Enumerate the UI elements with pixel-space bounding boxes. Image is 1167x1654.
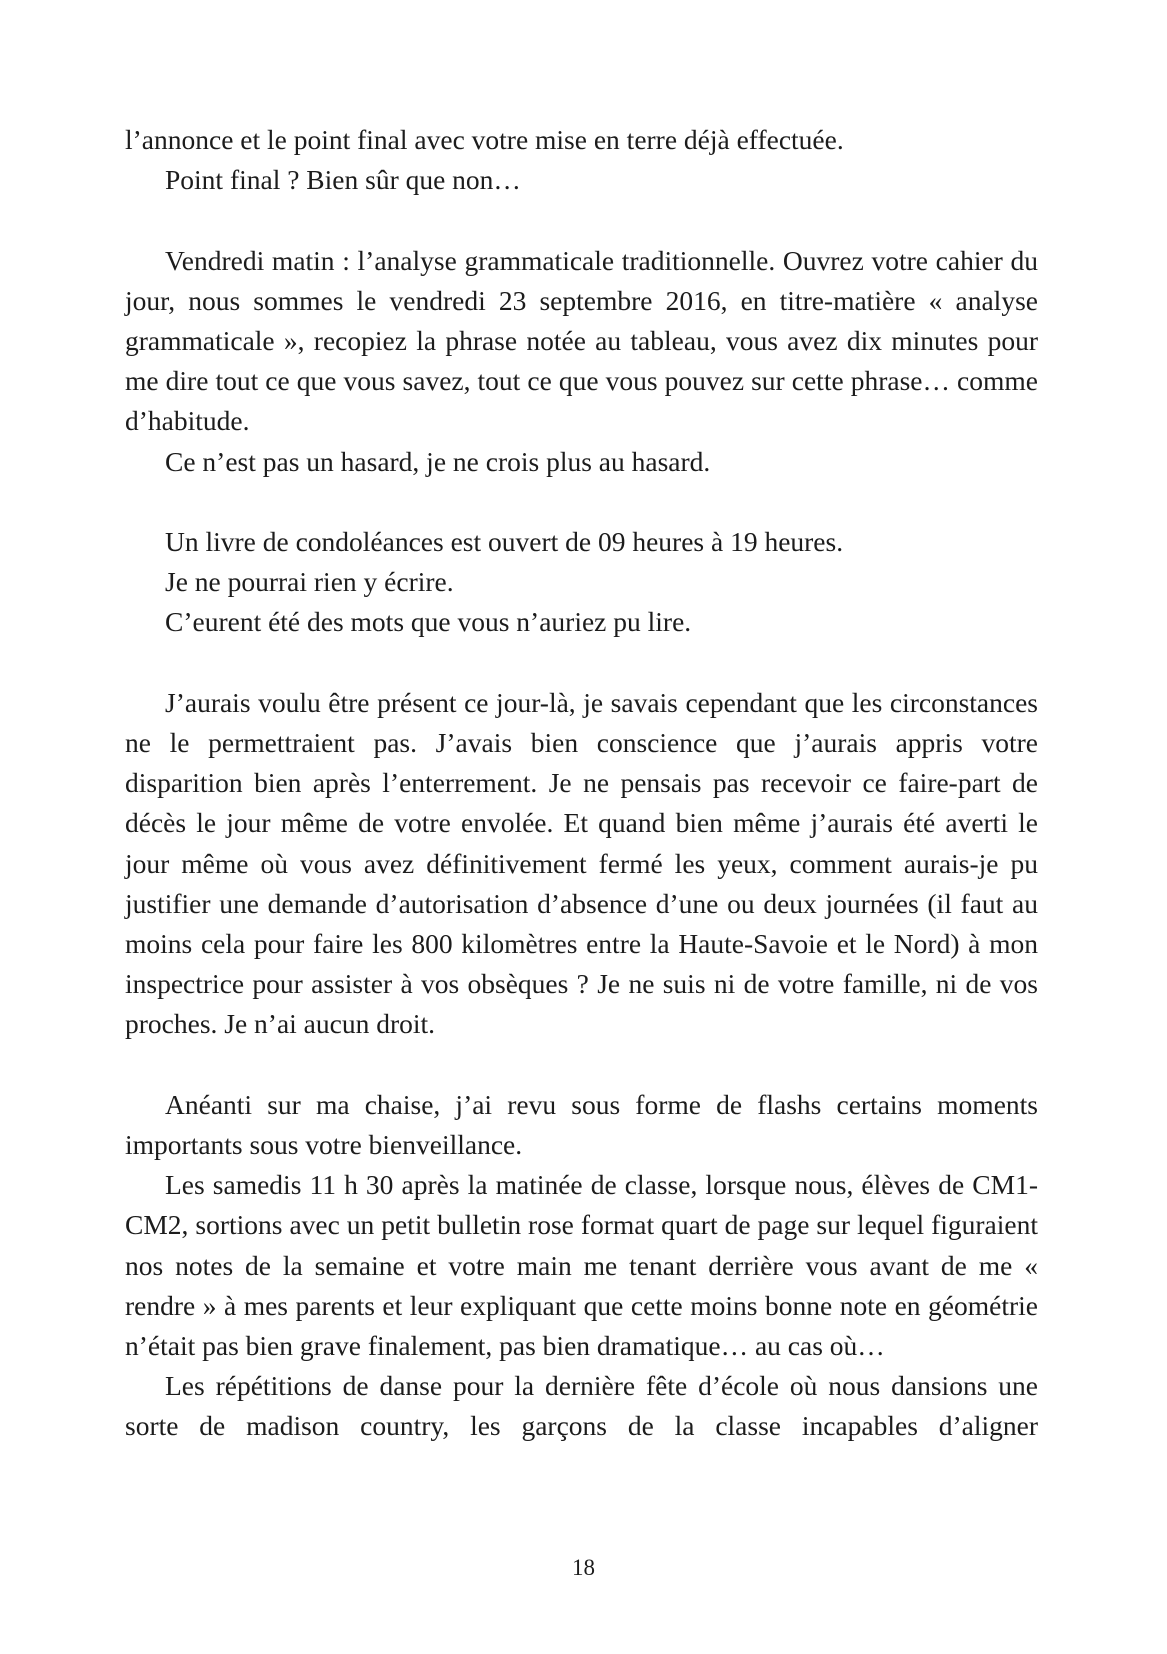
paragraph: Je ne pourrai rien y écrire. [165,566,454,598]
paragraph: Vendredi matin : l’analyse grammaticale traditionnelle. Ouvrez votre cahier du jour, nous sommes le vendredi 23 septembre 2016, en titre-matière « analyse grammaticale », recopiez la phrase notée au tableau, vous avez dix minutes pour me dire tout ce que vous savez, tout ce que vous pouvez sur cette phrase… comme d’habitude. [125,244,1038,437]
paragraph: Anéanti sur ma chaise, j’ai revu sous forme de flashs certains moments importants sous votre bienveillance. [125,1088,1038,1161]
paragraph: Un livre de condoléances est ouvert de 09 heures à 19 heures. [165,526,844,557]
paragraph: Point final ? Bien sûr que non… [165,164,521,196]
paragraph-break [125,200,1038,240]
paragraph: C’eurent été des mots que vous n’auriez pu lire. [165,606,692,638]
paragraph: Ce n’est pas un hasard, je ne crois plus au hasard. [165,445,711,477]
paragraph: J’aurais voulu être présent ce jour-là, je savais cependant que les circonstances ne le permettraient pas. J’avais bien conscience que j’aurais appris votre disparition bien après l’enterrement. Je ne pensais pas recevoir ce faire-part de décès le jour même de votre envolée. Et quand bien même j’aurais été averti le jour même où vous avez définitivement fermé les yeux, comment aurais-je pu justifier une demande d’autorisation d’absence d’une ou deux journées (il faut au moins cela pour faire les 800 kilomètres entre la Haute-Savoie et le Nord) à mon inspectrice pour assister à vos obsèques ? Je ne suis ni de votre famille, ni de vos proches. Je n’ai aucun droit. [125,686,1038,1040]
paragraph-break [125,643,1038,683]
paragraph: l’annonce et le point final avec votre mise en terre déjà effectuée. [125,124,844,155]
page-number: 18 [572,1555,595,1580]
body-text [125,120,1038,1447]
paragraph: Les samedis 11 h 30 après la matinée de classe, lorsque nous, élèves de CM1-CM2, sortions avec un petit bulletin rose format quart de page sur lequel figuraient nos notes de la semaine et votre main me tenant derrière vous avant de me « rendre » à mes parents et leur expliquant que cette moins bonne note en géométrie n’était pas bien grave finalement, pas bien dramatique… au cas où… [125,1169,1038,1362]
paragraph-break [125,482,1038,522]
paragraph-break [125,1045,1038,1085]
paragraph: Les répétitions de danse pour la dernière fête d’école où nous dansions une sorte de madison country, les garçons de la classe incapables d’aligner [125,1370,1038,1442]
